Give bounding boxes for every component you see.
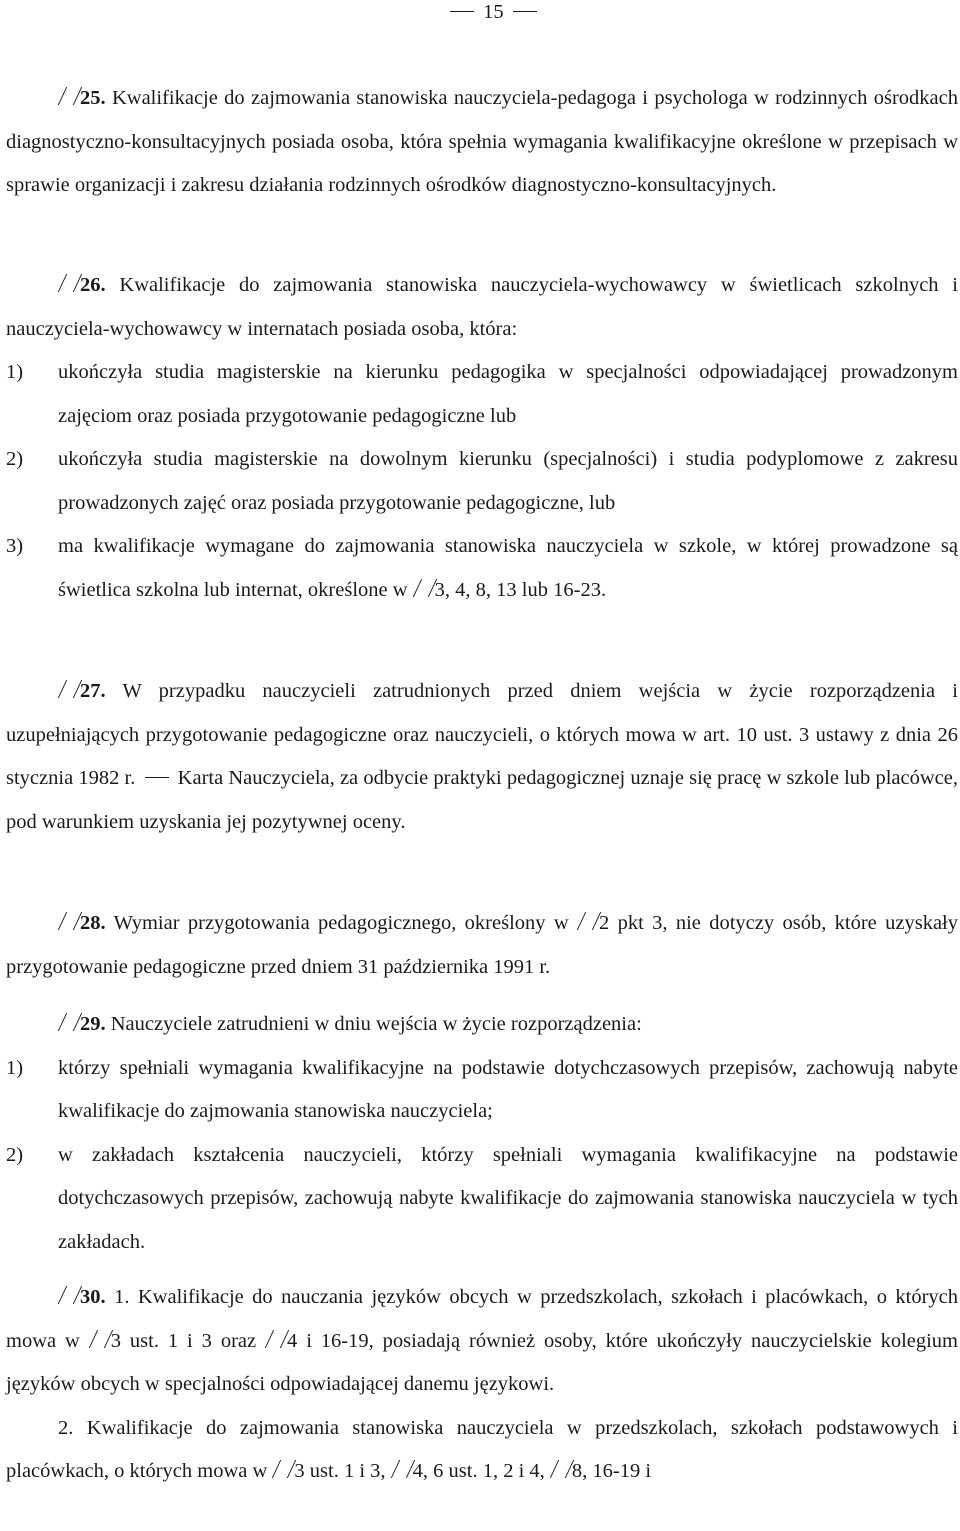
section-text: 3 ust. 1 i 3, xyxy=(294,1460,386,1482)
section-sign-icon xyxy=(58,85,80,107)
section-text: W przypadku nauczycieli zatrudnionych przed dniem wejścia w życie rozporządzenia i uzupełniających przygotowanie pedagogiczne oraz nauczycieli, o których mowa w art. 10 ust. 3 ustawy z dnia 26 stycznia 1982 r. xyxy=(6,680,958,789)
section-sign-icon xyxy=(272,1458,294,1480)
section-sign-icon xyxy=(58,272,80,294)
section-29-intro xyxy=(6,1003,958,1047)
list-text: którzy spełniali wymagania kwalifikacyjne na podstawie dotychczasowych przepisów, zachowują nabyte kwalifikacje do zajmowania stanowiska nauczyciela; xyxy=(58,1056,958,1122)
dash-left xyxy=(450,11,474,12)
section-sign-icon xyxy=(265,1328,287,1350)
section-text: Karta Nauczyciela, za odbycie praktyki pedagogicznej uznaje się pracę w szkole lub placówce, pod warunkiem uzyskania jej pozytywnej oceny. xyxy=(6,767,958,833)
list-text: ukończyła studia magisterskie na kierunku pedagogika w specjalności odpowiadającej prowadzonym zajęciom oraz posiada przygotowanie pedagogiczne lub xyxy=(58,361,958,427)
section-25 xyxy=(6,77,958,208)
list-item xyxy=(6,1134,958,1265)
section-text: 4, 6 ust. 1, 2 i 4, xyxy=(412,1460,545,1482)
dash-separator xyxy=(145,777,169,778)
section-26-intro xyxy=(6,264,958,351)
list-item xyxy=(6,525,958,612)
section-sign-icon xyxy=(58,678,80,700)
section-number: 30. xyxy=(80,1286,106,1308)
page-number-value: 15 xyxy=(483,1,504,23)
section-sign-icon xyxy=(58,1284,80,1306)
section-25-paragraph xyxy=(6,77,958,208)
section-28-paragraph xyxy=(6,902,958,989)
list-marker: 2) xyxy=(6,448,24,470)
paragraph-number: 1. xyxy=(114,1286,130,1308)
section-text: Kwalifikacje do nauczania języków obcych w przedszkolach, szkołach i placówkach, o których mowa w xyxy=(6,1286,959,1352)
section-text: 2 pkt 3, nie dotyczy osób, które uzyskały przygotowanie pedagogiczne przed dniem 31 października 1991 r. xyxy=(6,912,958,978)
section-sign-icon xyxy=(577,910,599,932)
list-text: ma kwalifikacje wymagane do zajmowania stanowiska nauczyciela w szkole, w której prowadzone są świetlica szkolna lub internat, określone w xyxy=(58,535,958,601)
section-28 xyxy=(6,902,958,989)
list-marker: 1) xyxy=(6,361,24,383)
section-sign-icon xyxy=(413,577,435,599)
section-sign-icon xyxy=(58,1011,80,1033)
section-sign-icon xyxy=(58,910,80,932)
section-text: 3 ust. 1 i 3 oraz xyxy=(110,1329,257,1352)
section-text: Kwalifikacje do zajmowania stanowiska nauczyciela-pedagoga i psychologa w rodzinnych ośrodkach diagnostyczno-konsultacyjnych posiada osoba, która spełnia wymagania kwalifikacyjne określone w przepisach w sprawie organizacji i zakresu działania rodzinnych ośrodków diagnostyczno-konsultacyjnych. xyxy=(6,87,958,196)
section-text: Wymiar przygotowania pedagogicznego, określony w xyxy=(113,912,569,934)
section-sign-icon xyxy=(391,1458,413,1480)
section-30-paragraph-1 xyxy=(6,1276,958,1407)
section-sign-icon xyxy=(89,1328,111,1350)
paragraph-number: 2. xyxy=(58,1416,74,1439)
list-item xyxy=(6,1047,958,1134)
section-number: 26. xyxy=(80,274,106,296)
list-text: w zakładach kształcenia nauczycieli, którzy spełniali wymagania kwalifikacyjne na podstawie dotychczasowych przepisów, zachowują nabyte kwalifikacje do zajmowania stanowiska nauczyciela w tych zakładach. xyxy=(58,1143,958,1253)
list-item xyxy=(6,351,958,438)
section-27-paragraph xyxy=(6,670,958,844)
section-text: 8, 16-19 i xyxy=(571,1460,652,1482)
section-text: 4 i 16-19, posiadają również osoby, które ukończyły nauczycielskie kolegium języków obcych w specjalności odpowiadającej danemu językowi. xyxy=(6,1329,959,1395)
section-30-paragraph-2 xyxy=(6,1407,958,1494)
section-27 xyxy=(6,670,958,844)
page-number xyxy=(446,0,541,24)
section-number: 29. xyxy=(80,1013,106,1035)
list-marker: 1) xyxy=(6,1056,24,1079)
dash-right xyxy=(513,11,537,12)
section-29 xyxy=(6,1003,958,1264)
list-item xyxy=(6,438,958,525)
section-number: 25. xyxy=(80,87,106,109)
section-text: Nauczyciele zatrudnieni w dniu wejścia w życie rozporządzenia: xyxy=(110,1013,642,1035)
section-text: Kwalifikacje do zajmowania stanowiska nauczyciela w przedszkolach, szkołach podstawowych i placówkach, o których mowa w xyxy=(6,1416,958,1482)
list-text: ukończyła studia magisterskie na dowolnym kierunku (specjalności) i studia podyplomowe z zakresu prowadzonych zajęć oraz posiada przygotowanie pedagogiczne, lub xyxy=(58,448,958,514)
list-text: 3, 4, 8, 13 lub 16-23. xyxy=(434,578,607,601)
section-sign-icon xyxy=(550,1458,572,1480)
section-number: 27. xyxy=(80,680,106,702)
section-number: 28. xyxy=(80,912,106,934)
section-26 xyxy=(6,264,958,612)
section-30 xyxy=(6,1276,958,1494)
section-text: Kwalifikacje do zajmowania stanowiska nauczyciela-wychowawcy w świetlicach szkolnych i nauczyciela-wychowawcy w internatach posiada osoba, która: xyxy=(6,274,959,340)
list-marker: 2) xyxy=(6,1143,24,1166)
list-marker: 3) xyxy=(6,535,24,557)
